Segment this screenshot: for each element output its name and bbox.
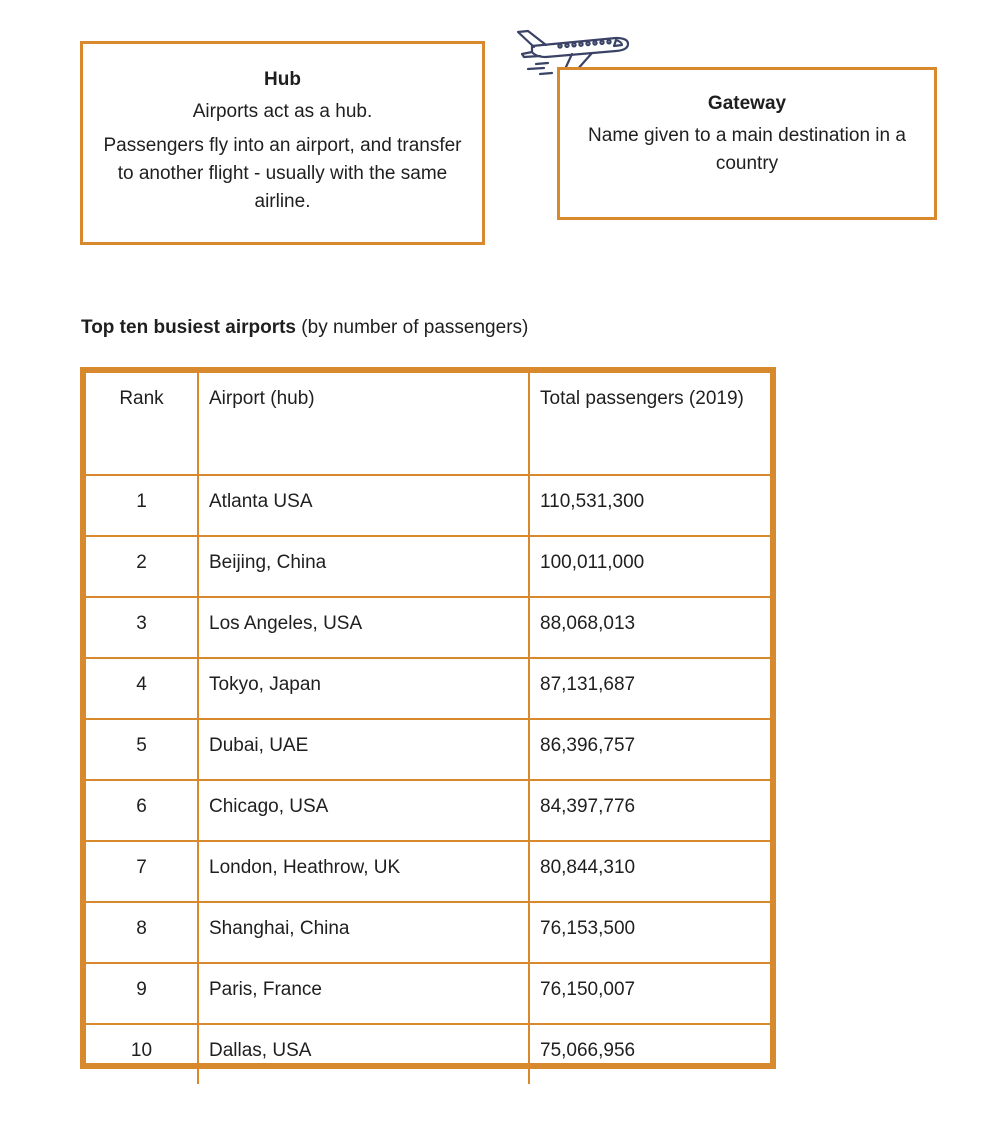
cell-rank: 10 — [86, 1024, 198, 1084]
cell-airport: Tokyo, Japan — [198, 658, 529, 719]
table-row — [86, 780, 770, 841]
table-row — [86, 1024, 770, 1084]
table-row — [86, 597, 770, 658]
header-passengers: Total passengers (2019) — [529, 373, 770, 475]
cell-passengers: 100,011,000 — [529, 536, 770, 597]
hub-title: Hub — [264, 69, 301, 90]
hub-definition-box — [80, 41, 485, 245]
cell-rank: 6 — [86, 780, 198, 841]
cell-airport: Dubai, UAE — [198, 719, 529, 780]
cell-airport: Chicago, USA — [198, 780, 529, 841]
cell-rank: 1 — [86, 475, 198, 536]
table-header-row — [86, 373, 770, 475]
gateway-definition-box — [557, 67, 937, 220]
cell-passengers: 86,396,757 — [529, 719, 770, 780]
table-row — [86, 841, 770, 902]
table-heading-bold: Top ten busiest airports — [81, 317, 297, 338]
header-airport: Airport (hub) — [198, 373, 529, 475]
cell-airport: Shanghai, China — [198, 902, 529, 963]
cell-airport: Beijing, China — [198, 536, 529, 597]
hub-line-1: Airports act as a hub. — [192, 101, 373, 122]
busiest-airports-table — [80, 367, 776, 1069]
cell-airport: Atlanta USA — [198, 475, 529, 536]
cell-rank: 2 — [86, 536, 198, 597]
table-row — [86, 902, 770, 963]
header-rank: Rank — [86, 373, 198, 475]
cell-passengers: 75,066,956 — [529, 1024, 770, 1084]
cell-passengers: 88,068,013 — [529, 597, 770, 658]
gateway-text: Name given to a main destination in a country — [588, 125, 906, 174]
cell-airport: London, Heathrow, UK — [198, 841, 529, 902]
cell-passengers: 84,397,776 — [529, 780, 770, 841]
table-heading — [81, 315, 528, 341]
cell-rank: 5 — [86, 719, 198, 780]
cell-passengers: 76,153,500 — [529, 902, 770, 963]
cell-rank: 3 — [86, 597, 198, 658]
cell-passengers: 76,150,007 — [529, 963, 770, 1024]
table-row — [86, 719, 770, 780]
cell-rank: 7 — [86, 841, 198, 902]
cell-passengers: 87,131,687 — [529, 658, 770, 719]
cell-passengers: 80,844,310 — [529, 841, 770, 902]
table-row — [86, 658, 770, 719]
cell-airport: Los Angeles, USA — [198, 597, 529, 658]
table-row — [86, 963, 770, 1024]
table-row — [86, 475, 770, 536]
table-row — [86, 536, 770, 597]
cell-rank: 9 — [86, 963, 198, 1024]
cell-airport: Paris, France — [198, 963, 529, 1024]
cell-passengers: 110,531,300 — [529, 475, 770, 536]
gateway-title: Gateway — [707, 93, 787, 114]
cell-rank: 8 — [86, 902, 198, 963]
cell-rank: 4 — [86, 658, 198, 719]
hub-line-2: Passengers fly into an airport, and transfer to another flight - usually with the same airline. — [103, 135, 462, 212]
cell-airport: Dallas, USA — [198, 1024, 529, 1084]
table-heading-rest: (by number of passengers) — [296, 317, 529, 338]
